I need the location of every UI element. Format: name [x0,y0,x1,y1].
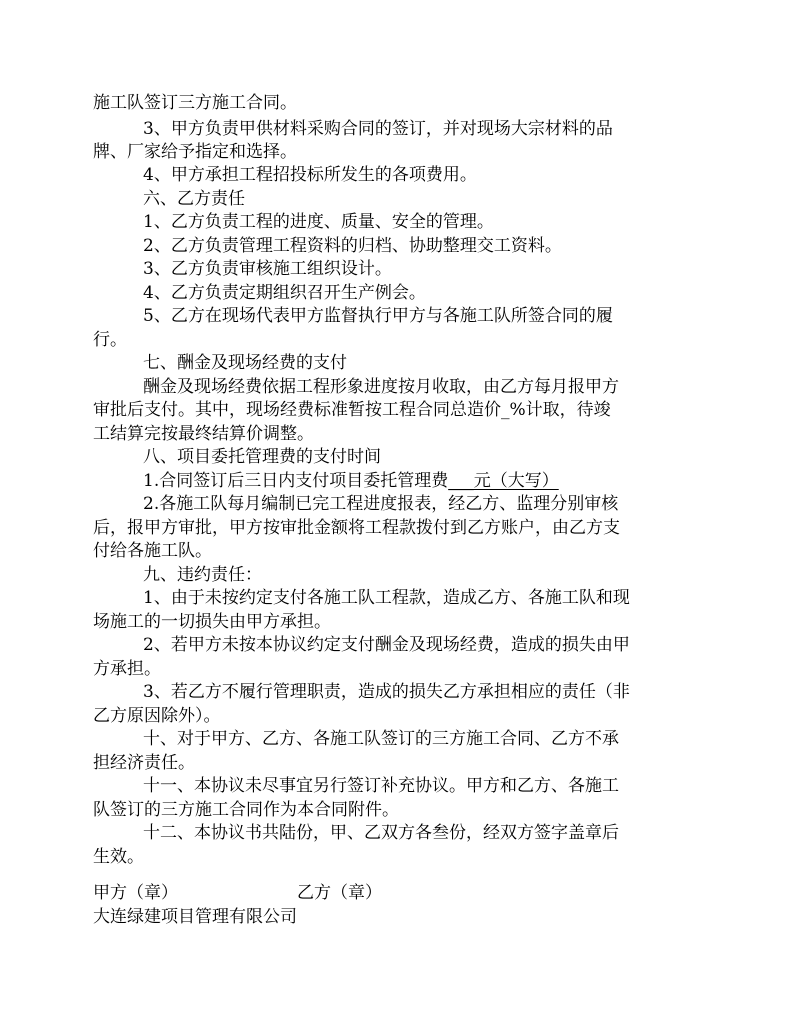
body-line: 付给各施工队。 [93,541,212,561]
body-line: 施工队签订三方施工合同。 [93,93,297,113]
body-line: 场施工的一切损失由甲方承担。 [93,612,331,632]
body-line: 后，报甲方审批，甲方按审批金额将工程款拨付到乙方账户，由乙方支 [93,518,620,538]
clause-line: 酬金及现场经费依据工程形象进度按月收取，由乙方每月报甲方 [143,377,619,397]
company-name: 大连绿建项目管理有限公司 [93,907,297,927]
section-heading: 七、酬金及现场经费的支付 [143,353,347,373]
clause-line: 十、对于甲方、乙方、各施工队签订的三方施工合同、乙方不承 [143,729,619,749]
clause-line: 2.各施工队每月编制已完工程进度报表，经乙方、监理分别审核 [143,494,619,514]
body-line: 工结算完按最终结算价调整。 [93,424,314,444]
body-line: 乙方原因除外）。 [93,706,221,726]
clause-line: 3、甲方负责甲供材料采购合同的签订，并对现场大宗材料的品 [143,119,613,139]
clause-line: 1、由于未按约定支付各施工队工程款，造成乙方、各施工队和现 [143,588,630,608]
body-line: 牌、厂家给予指定和选择。 [93,142,297,162]
party-b-seal-label: 乙方（章） [297,883,382,903]
party-a-seal-label: 甲方（章） [93,883,178,903]
clause-line: 3、若乙方不履行管理职责，造成的损失乙方承担相应的责任（非 [143,682,630,702]
clause-line: 5、乙方在现场代表甲方监督执行甲方与各施工队所签合同的履 [143,306,613,326]
clause-line: 十二、本协议书共陆份，甲、乙双方各叁份，经双方签字盖章后 [143,823,619,843]
section-heading: 六、乙方责任 [143,189,245,209]
body-line: 生效。 [93,847,144,867]
body-line: 行。 [93,330,127,350]
fee-clause-text: 1.合同签订后三日内支付项目委托管理费 [143,471,449,491]
body-line: 审批后支付。其中，现场经费标准暂按工程合同总造价_%计取，待竣 [93,400,611,420]
clause-line: 2、乙方负责管理工程资料的归档、协助整理交工资料。 [143,236,562,256]
clause-line: 十一、本协议未尽事宜另行签订补充协议。甲方和乙方、各施工 [143,776,619,796]
fee-blank-field: ___元（大写） [448,471,559,491]
clause-line [143,470,559,492]
body-line: 担经济责任。 [93,753,195,773]
body-line: 方承担。 [93,659,161,679]
body-line: 队签订的三方施工合同作为本合同附件。 [93,800,399,820]
clause-line: 4、乙方负责定期组织召开生产例会。 [143,283,426,303]
section-heading: 九、违约责任： [143,565,262,585]
clause-line: 3、乙方负责审核施工组织设计。 [143,259,392,279]
clause-line: 2、若甲方未按本协议约定支付酬金及现场经费，造成的损失由甲 [143,635,630,655]
clause-line: 1、乙方负责工程的进度、质量、安全的管理。 [143,212,494,232]
section-heading: 八、项目委托管理费的支付时间 [143,447,381,467]
clause-line: 4、甲方承担工程招投标所发生的各项费用。 [143,165,477,185]
